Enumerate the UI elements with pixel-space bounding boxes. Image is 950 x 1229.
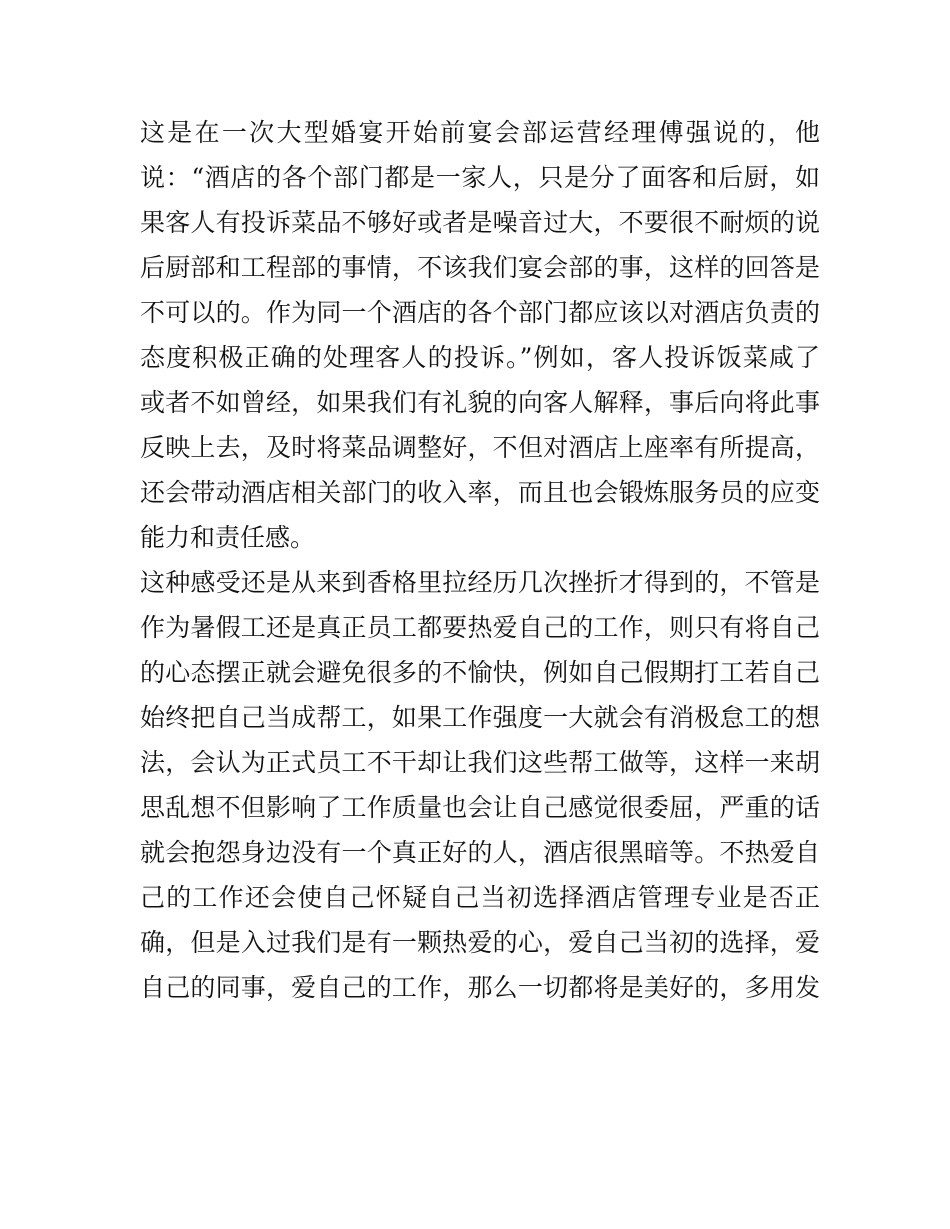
- paragraph-2: [140, 560, 820, 1010]
- text-line: 不可以的。作为同一个酒店的各个部门都应该以对酒店负责的: [140, 298, 820, 327]
- text-line: 说：“酒店的各个部门都是一家人，只是分了面客和后厨，如: [140, 163, 820, 192]
- text-line: 这是在一次大型婚宴开始前宴会部运营经理傅强说的，他: [140, 118, 820, 147]
- paragraph-1: [140, 110, 820, 560]
- text-line: 或者不如曾经，如果我们有礼貌的向客人解释，事后向将此事: [140, 388, 820, 417]
- text-line: 思乱想不但影响了工作质量也会让自己感觉很委屈，严重的话: [140, 793, 820, 822]
- text-line: 作为暑假工还是真正员工都要热爱自己的工作，则只有将自己: [140, 613, 820, 642]
- text-line: 自己的同事，爱自己的工作，那么一切都将是美好的，多用发: [140, 973, 820, 1002]
- text-line: 能力和责任感。: [140, 523, 316, 552]
- text-line: 果客人有投诉菜品不够好或者是噪音过大，不要很不耐烦的说: [140, 208, 820, 237]
- text-line: 确，但是入过我们是有一颗热爱的心，爱自己当初的选择，爱: [140, 928, 820, 957]
- text-line: 就会抱怨身边没有一个真正好的人，酒店很黑暗等。不热爱自: [140, 838, 820, 867]
- text-line: 还会带动酒店相关部门的收入率，而且也会锻炼服务员的应变: [140, 478, 820, 507]
- text-line: 己的工作还会使自己怀疑自己当初选择酒店管理专业是否正: [140, 883, 820, 912]
- text-line: 反映上去，及时将菜品调整好，不但对酒店上座率有所提高，: [140, 433, 820, 462]
- text-line: 的心态摆正就会避免很多的不愉快，例如自己假期打工若自己: [140, 658, 820, 687]
- text-line: 这种感受还是从来到香格里拉经历几次挫折才得到的，不管是: [140, 568, 820, 597]
- text-line: 后厨部和工程部的事情，不该我们宴会部的事，这样的回答是: [140, 253, 820, 282]
- text-line: 始终把自己当成帮工，如果工作强度一大就会有消极怠工的想: [140, 703, 820, 732]
- document-body: [140, 110, 820, 1010]
- text-line: 法，会认为正式员工不干却让我们这些帮工做等，这样一来胡: [140, 748, 820, 777]
- text-line: 态度积极正确的处理客人的投诉。”例如，客人投诉饭菜咸了: [140, 343, 820, 372]
